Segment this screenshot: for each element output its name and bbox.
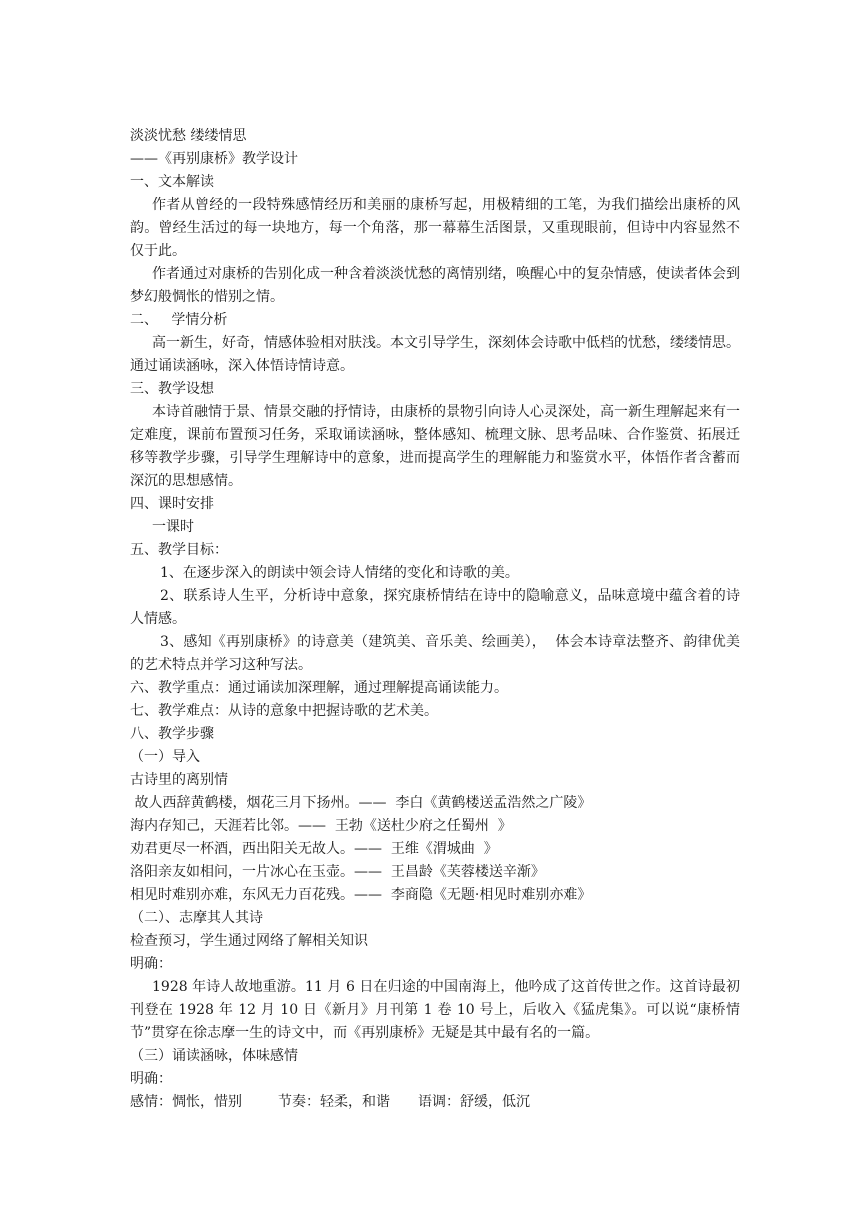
- section-heading: 八、教学步骤: [130, 726, 214, 742]
- step-text: 检查预习，学生通过网络了解相关知识: [130, 933, 368, 949]
- goal-text: 2、联系诗人生平，分析诗中意象，探究康桥情结在诗中的隐喻意义，品味意境中蕴含着的诗人情感。: [130, 588, 740, 627]
- section-heading: 五、教学目标：: [130, 542, 228, 558]
- tone-text: 语调：舒缓，低沉: [418, 1094, 530, 1110]
- step-heading: （三）诵读涵咏，体味感情: [130, 1048, 298, 1064]
- goal-item: [130, 585, 740, 677]
- step-heading: （二）、志摩其人其诗: [130, 910, 263, 926]
- class-hours: 一课时: [152, 519, 194, 535]
- paragraph-text: 高一新生，好奇，情感体验相对肤浅。本文引导学生，深刻体会诗歌中低档的忧愁，缕缕情思。通过诵读涵咏，深入体悟诗情诗意。: [130, 335, 740, 374]
- paragraph: [130, 194, 740, 309]
- step-subheading: 古诗里的离别情: [130, 772, 228, 788]
- section-heading: 四、课时安排: [130, 496, 214, 512]
- doc-title: 淡淡忧愁 缕缕情思: [130, 128, 247, 144]
- rhythm-text: 节奏：轻柔，和谐: [278, 1094, 390, 1110]
- step-heading: （一）导入: [130, 749, 200, 765]
- poem-line: 劝君更尽一杯酒，西出阳关无故人。—— 王维《渭城曲 》: [130, 841, 498, 857]
- reading-guide: [130, 1091, 740, 1114]
- poem-line: 洛阳亲友如相问，一片冰心在玉壶。—— 王昌龄《芙蓉楼送辛渐》: [130, 864, 545, 880]
- clarify-label: 明确：: [130, 1071, 172, 1087]
- paragraph: [130, 332, 740, 378]
- paragraph-text: 作者从曾经的一段特殊感情经历和美丽的康桥写起，用极精细的工笔，为我们描绘出康桥的风韵。曾经生活过的每一块地方，每一个角落，那一幕幕生活图景，又重现眼前，但诗中内容显然不仅于此。: [130, 197, 740, 259]
- goal-item: 1、在逐步深入的朗读中领会诗人情绪的变化和诗歌的美。: [160, 565, 519, 581]
- section-heading: 一、文本解读: [130, 174, 214, 190]
- section-heading: 七、教学难点：从诗的意象中把握诗歌的艺术美。: [130, 703, 438, 719]
- poem-line: 相见时难别亦难，东风无力百花残。—— 李商隐《无题·相见时难别亦难》: [130, 887, 592, 903]
- section-heading: 二、 学情分析: [130, 312, 228, 328]
- paragraph-text: 1928 年诗人故地重游。11 月 6 日在归途的中国南海上，他吟成了这首传世之作。这首诗最初刊登在 1928 年 12 月 10 日《新月》月刊第 1 卷 10 号上，后收入《猛虎集》。可以说“康桥情节”贯穿在徐志摩一生的诗文中，而《再别康桥》无疑是其中最有名的一篇。: [130, 979, 740, 1041]
- poem-line: 故人西辞黄鹤楼，烟花三月下扬州。—— 李白《黄鹤楼送孟浩然之广陵》: [130, 795, 592, 811]
- paragraph-text: 作者通过对康桥的告别化成一种含着淡淡忧愁的离情别绪，唤醒心中的复杂情感，使读者体会到梦幻般惆怅的惜别之情。: [130, 266, 740, 305]
- emotion-text: 感情：惆怅，惜别: [130, 1094, 242, 1110]
- section-heading: 三、教学设想: [130, 381, 214, 397]
- paragraph: [130, 976, 740, 1045]
- paragraph-text: 本诗首融情于景、情景交融的抒情诗，由康桥的景物引向诗人心灵深处，高一新生理解起来有一定难度，课前布置预习任务，采取诵读涵咏，整体感知、梳理文脉、思考品味、合作鉴赏、拓展迁移等教学步骤，引导学生理解诗中的意象，进而提高学生的理解能力和鉴赏水平，体悟作者含蓄而深沉的思想感情。: [130, 404, 740, 489]
- paragraph: [130, 401, 740, 493]
- goal-text: 3、感知《再别康桥》的诗意美（建筑美、音乐美、绘画美）， 体会本诗章法整齐、韵律优美的艺术特点并学习这种写法。: [130, 634, 740, 673]
- section-heading: 六、教学重点：通过诵读加深理解，通过理解提高诵读能力。: [130, 680, 508, 696]
- doc-subtitle: ——《再别康桥》教学设计: [130, 151, 298, 167]
- clarify-label: 明确：: [130, 956, 172, 972]
- document-body: [130, 125, 740, 1114]
- poem-line: 海内存知己，天涯若比邻。—— 王勃《送杜少府之任蜀州 》: [130, 818, 512, 834]
